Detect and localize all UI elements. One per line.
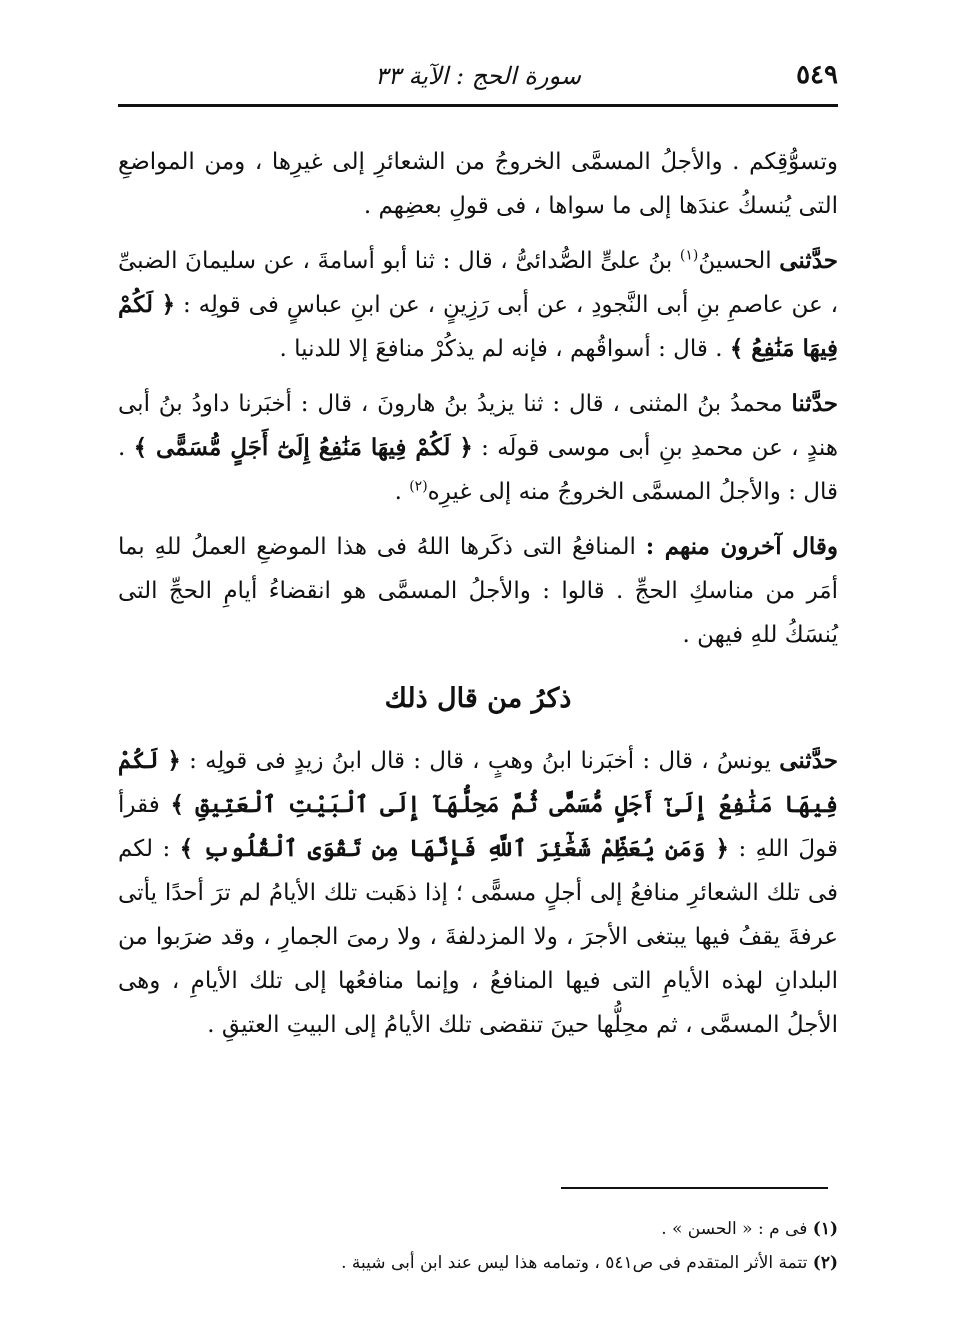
paragraph-text: الحسينُ <box>698 248 780 274</box>
quran-quote: ﴿ وَمَن يُعَظِّمْ شَعَٰٓئِرَ ٱللَّهِ فَإِنَّهَا مِن تَقْوَى ٱلْقُلُوبِ ﴾ <box>179 835 730 862</box>
paragraph-text: . <box>394 479 410 505</box>
paragraph-3 <box>118 382 838 514</box>
page-number: ٥٤٩ <box>796 60 838 90</box>
paragraph-text: المنافعُ التى ذكَرها اللهُ فى هذا الموضعِ العملُ للهِ بما أمَر من مناسكِ الحجِّ . قالوا : والأجلُ المسمَّى هو انقضاءُ أيامِ الحجِّ التى يُنسَكُ للهِ فيهن . <box>118 534 838 648</box>
section-heading: ذكرُ من قال ذلك <box>384 683 572 714</box>
paragraph-text: محمدُ بنُ المثنى ، قال : ثنا يزيدُ بنُ هارونَ ، قال : أخبَرنا داودُ بنُ أبى هندٍ ، عن محمدِ بنِ أبى موسى قولَه : <box>118 391 838 461</box>
quran-quote: ﴿ لَكُمْ فِيهَا مَنَٰفِعُ إِلَىٰٓ أَجَلٍ مُّسَمًّى ﴾ <box>133 434 473 461</box>
footnote-number: (٢) <box>812 1253 838 1273</box>
paragraph-text: : لكم فى تلك الشعائرِ منافعُ إلى أجلٍ مسمًّى ؛ إذا ذهَبت تلك الأيامُ لم ترَ أحدًا يأتى عرفةَ يقفُ فيها يبتغى الأجرَ ، ولا المزدلفةَ ، ولا رمىَ الجمارِ ، وقد ضرَبوا من البلدانِ لهذه الأيامِ التى فيها المنافعُ ، وإنما منافعُها إلى تلك الأيامِ ، وهى الأجلُ المسمَّى ، ثم محِلُّها حينَ تنقضى تلك الأيامُ إلى البيتِ العتيقِ . <box>118 836 838 1038</box>
footnote-number: (١) <box>812 1219 838 1239</box>
footnote-ref-1: (١) <box>679 247 699 264</box>
footnote-text: فى م : « الحسن » . <box>661 1219 813 1239</box>
paragraph-lead: حدَّثنى <box>779 747 838 774</box>
paragraph-text: . قال : والأجلُ المسمَّى الخروجُ منه إلى غيرِه <box>118 435 838 505</box>
paragraph-text: بنُ علىٍّ الصُّدائىُّ ، قال : ثنا أبو أسامةَ ، عن سليمانَ الضبىِّ ، عن عاصمِ بنِ أبى النَّجودِ ، عن أبى رَزِينٍ ، عن ابنِ عباسٍ فى قولِه : <box>118 248 838 318</box>
footnote-separator <box>561 1187 828 1189</box>
footnote-1 <box>118 1212 838 1246</box>
quran-quote: ﴿ لَكُمْ فِيهَا مَنَٰفِعُ إِلَىٰٓ أَجَلٍ مُّسَمًّى ثُمَّ مَحِلُّهَآ إِلَى ٱلْبَيْتِ ٱلْعَتِيقِ ﴾ <box>118 747 838 818</box>
paragraph-text: فقرأ قولَ اللهِ : <box>118 792 838 862</box>
running-title: سورة الحج : الآية ٣٣ <box>375 62 581 90</box>
main-text <box>118 140 838 1058</box>
paragraph-lead: حدَّثنا <box>791 390 838 417</box>
paragraph-5 <box>118 739 838 1047</box>
paragraph-4 <box>118 525 838 657</box>
paragraph-1: وتسوُّقِكم . والأجلُ المسمَّى الخروجُ من الشعائرِ إلى غيرِها ، ومن المواضعِ التى يُنسكُ عندَها إلى ما سواها ، فى قولِ بعضِهم . <box>118 149 838 219</box>
header-rule <box>118 104 838 107</box>
footnote-text: تتمة الأثر المتقدم فى ص٥٤١ ، وتمامه هذا ليس عند ابن أبى شيبة . <box>341 1253 813 1273</box>
footnote-2 <box>118 1246 838 1280</box>
paragraph-text: . قال : أسواقُهم ، فإنه لم يذكُرْ منافعَ إلا للدنيا . <box>279 336 730 362</box>
page-header <box>118 52 838 102</box>
paragraph-lead: حدَّثنى <box>779 247 838 274</box>
paragraph-text: يونسُ ، قال : أخبَرنا ابنُ وهبٍ ، قال : قال ابنُ زيدٍ فى قولِه : <box>180 748 780 774</box>
paragraph-2 <box>118 239 838 371</box>
quran-quote: ﴿ لَكُمْ فِيهَا مَنَٰفِعُ ﴾ <box>118 291 838 362</box>
paragraph-lead: وقال آخرون منهم : <box>645 533 838 560</box>
footnote-ref-2: (٢) <box>409 478 428 495</box>
footnotes <box>118 1212 838 1280</box>
